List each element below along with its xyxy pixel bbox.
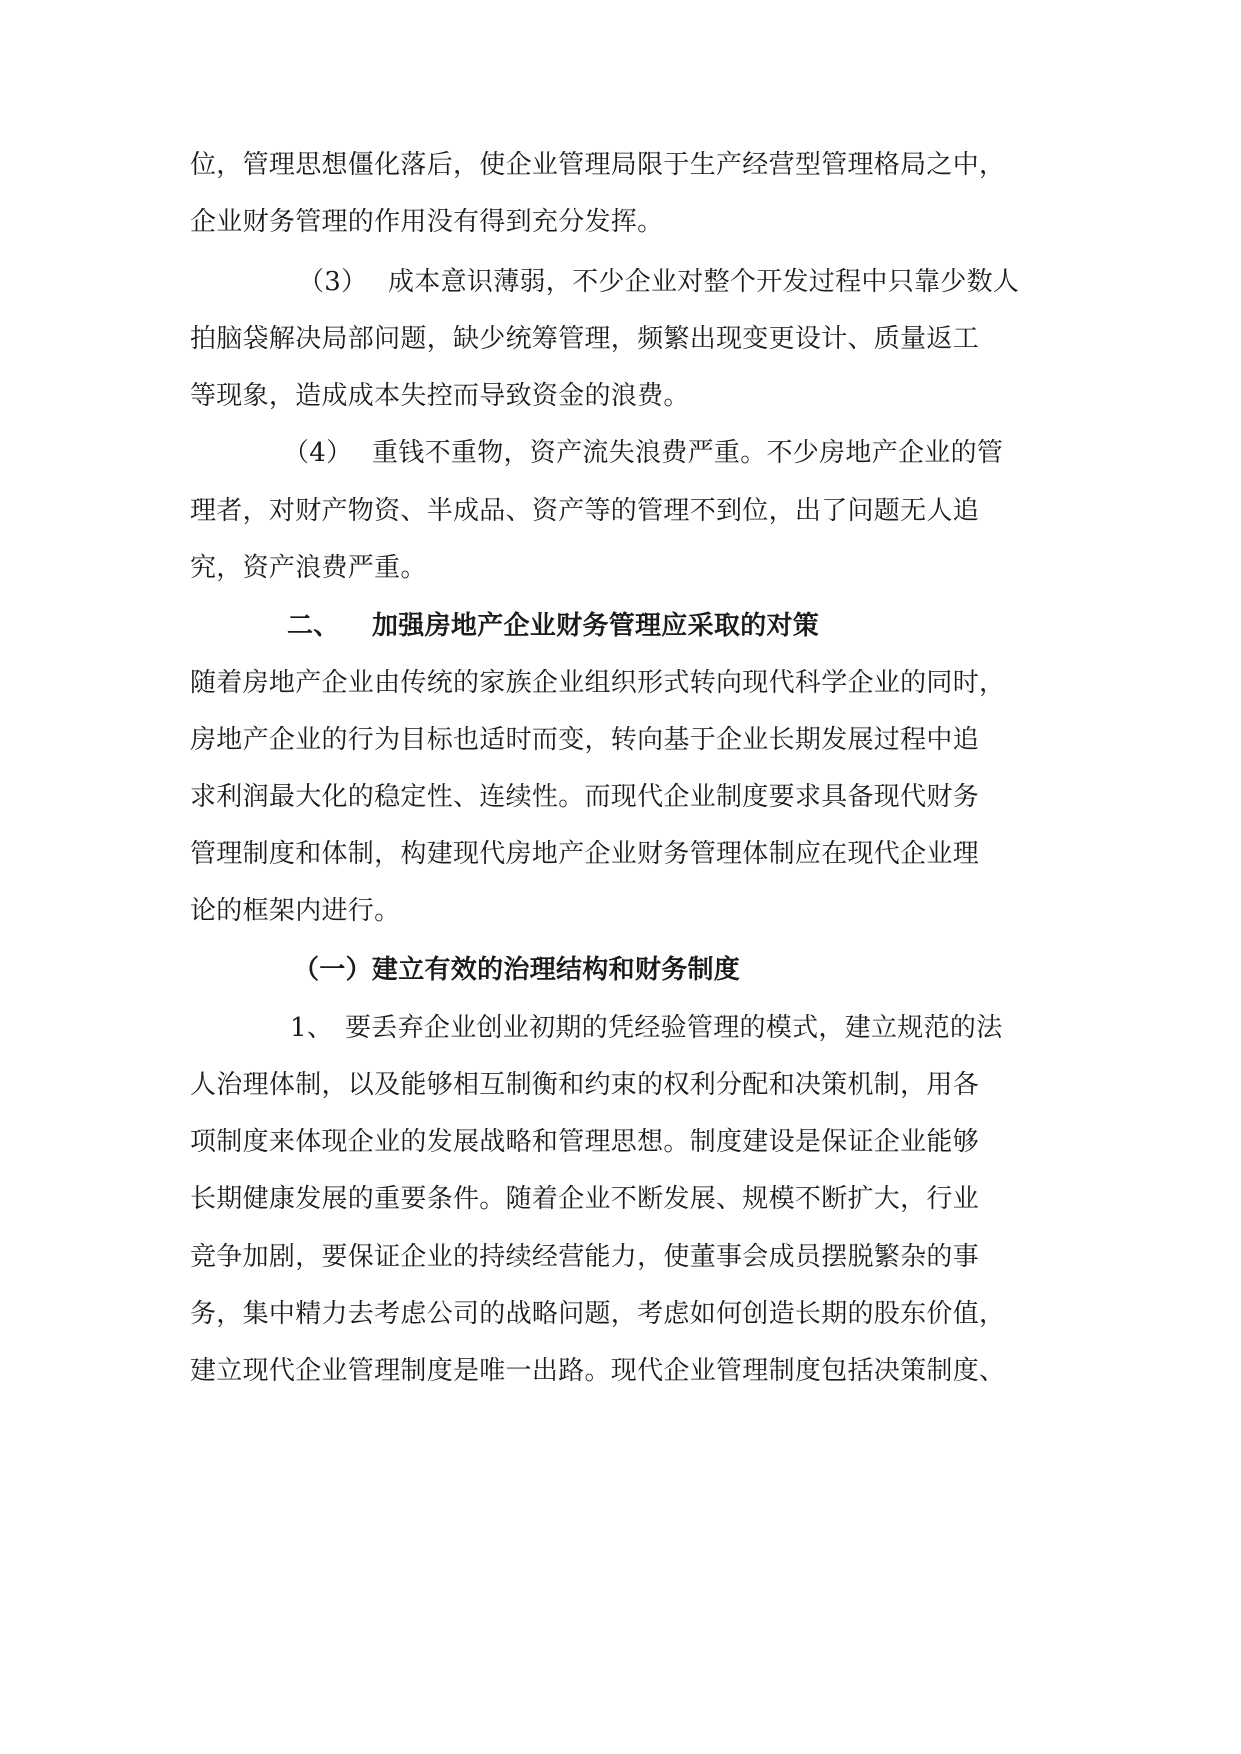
list-marker-1: 1、 — [290, 1013, 334, 1043]
text-line-10: 房地产企业的行为目标也适时而变，转向基于企业长期发展过程中追 — [190, 725, 980, 755]
section-title-2: 加强房地产企业财务管理应采取的对策 — [372, 611, 820, 641]
text-line-16: 项制度来体现企业的发展战略和管理思想。制度建设是保证企业能够 — [190, 1127, 980, 1157]
text-line-8: 究，资产浪费严重。 — [190, 553, 427, 583]
text-line-3: 成本意识薄弱，不少企业对整个开发过程中只靠少数人 — [388, 267, 1020, 297]
list-marker-4: （4） — [283, 438, 353, 468]
subsection-heading-1: （一）建立有效的治理结构和财务制度 — [293, 955, 741, 985]
text-line-12: 管理制度和体制，构建现代房地产企业财务管理体制应在现代企业理 — [190, 839, 980, 869]
text-line-7: 理者，对财产物资、半成品、资产等的管理不到位，出了问题无人追 — [190, 496, 980, 526]
section-number-2: 二、 — [287, 611, 340, 641]
text-line-9: 随着房地产企业由传统的家族企业组织形式转向现代科学企业的同时， — [190, 668, 1006, 698]
text-line-6: 重钱不重物，资产流失浪费严重。不少房地产企业的管 — [372, 438, 1004, 468]
text-line-19: 务，集中精力去考虑公司的战略问题，考虑如何创造长期的股东价值， — [190, 1299, 1006, 1329]
list-marker-3: （3） — [298, 267, 368, 297]
text-line-15: 人治理体制，以及能够相互制衡和约束的权利分配和决策机制，用各 — [190, 1070, 980, 1100]
text-line-17: 长期健康发展的重要条件。随着企业不断发展、规模不断扩大，行业 — [190, 1184, 980, 1214]
text-line-4: 拍脑袋解决局部问题，缺少统筹管理，频繁出现变更设计、质量返工 — [190, 324, 980, 354]
text-line-1: 位，管理思想僵化落后，使企业管理局限于生产经营型管理格局之中， — [190, 150, 1006, 180]
text-line-11: 求利润最大化的稳定性、连续性。而现代企业制度要求具备现代财务 — [190, 782, 980, 812]
text-line-20: 建立现代企业管理制度是唯一出路。现代企业管理制度包括决策制度、 — [190, 1356, 1006, 1386]
text-line-14: 要丢弃企业创业初期的凭经验管理的模式，建立规范的法 — [345, 1013, 1003, 1043]
text-line-18: 竞争加剧，要保证企业的持续经营能力，使董事会成员摆脱繁杂的事 — [190, 1242, 980, 1272]
text-line-13: 论的框架内进行。 — [190, 896, 401, 926]
text-line-5: 等现象，造成成本失控而导致资金的浪费。 — [190, 381, 690, 411]
text-line-2: 企业财务管理的作用没有得到充分发挥。 — [190, 207, 664, 237]
